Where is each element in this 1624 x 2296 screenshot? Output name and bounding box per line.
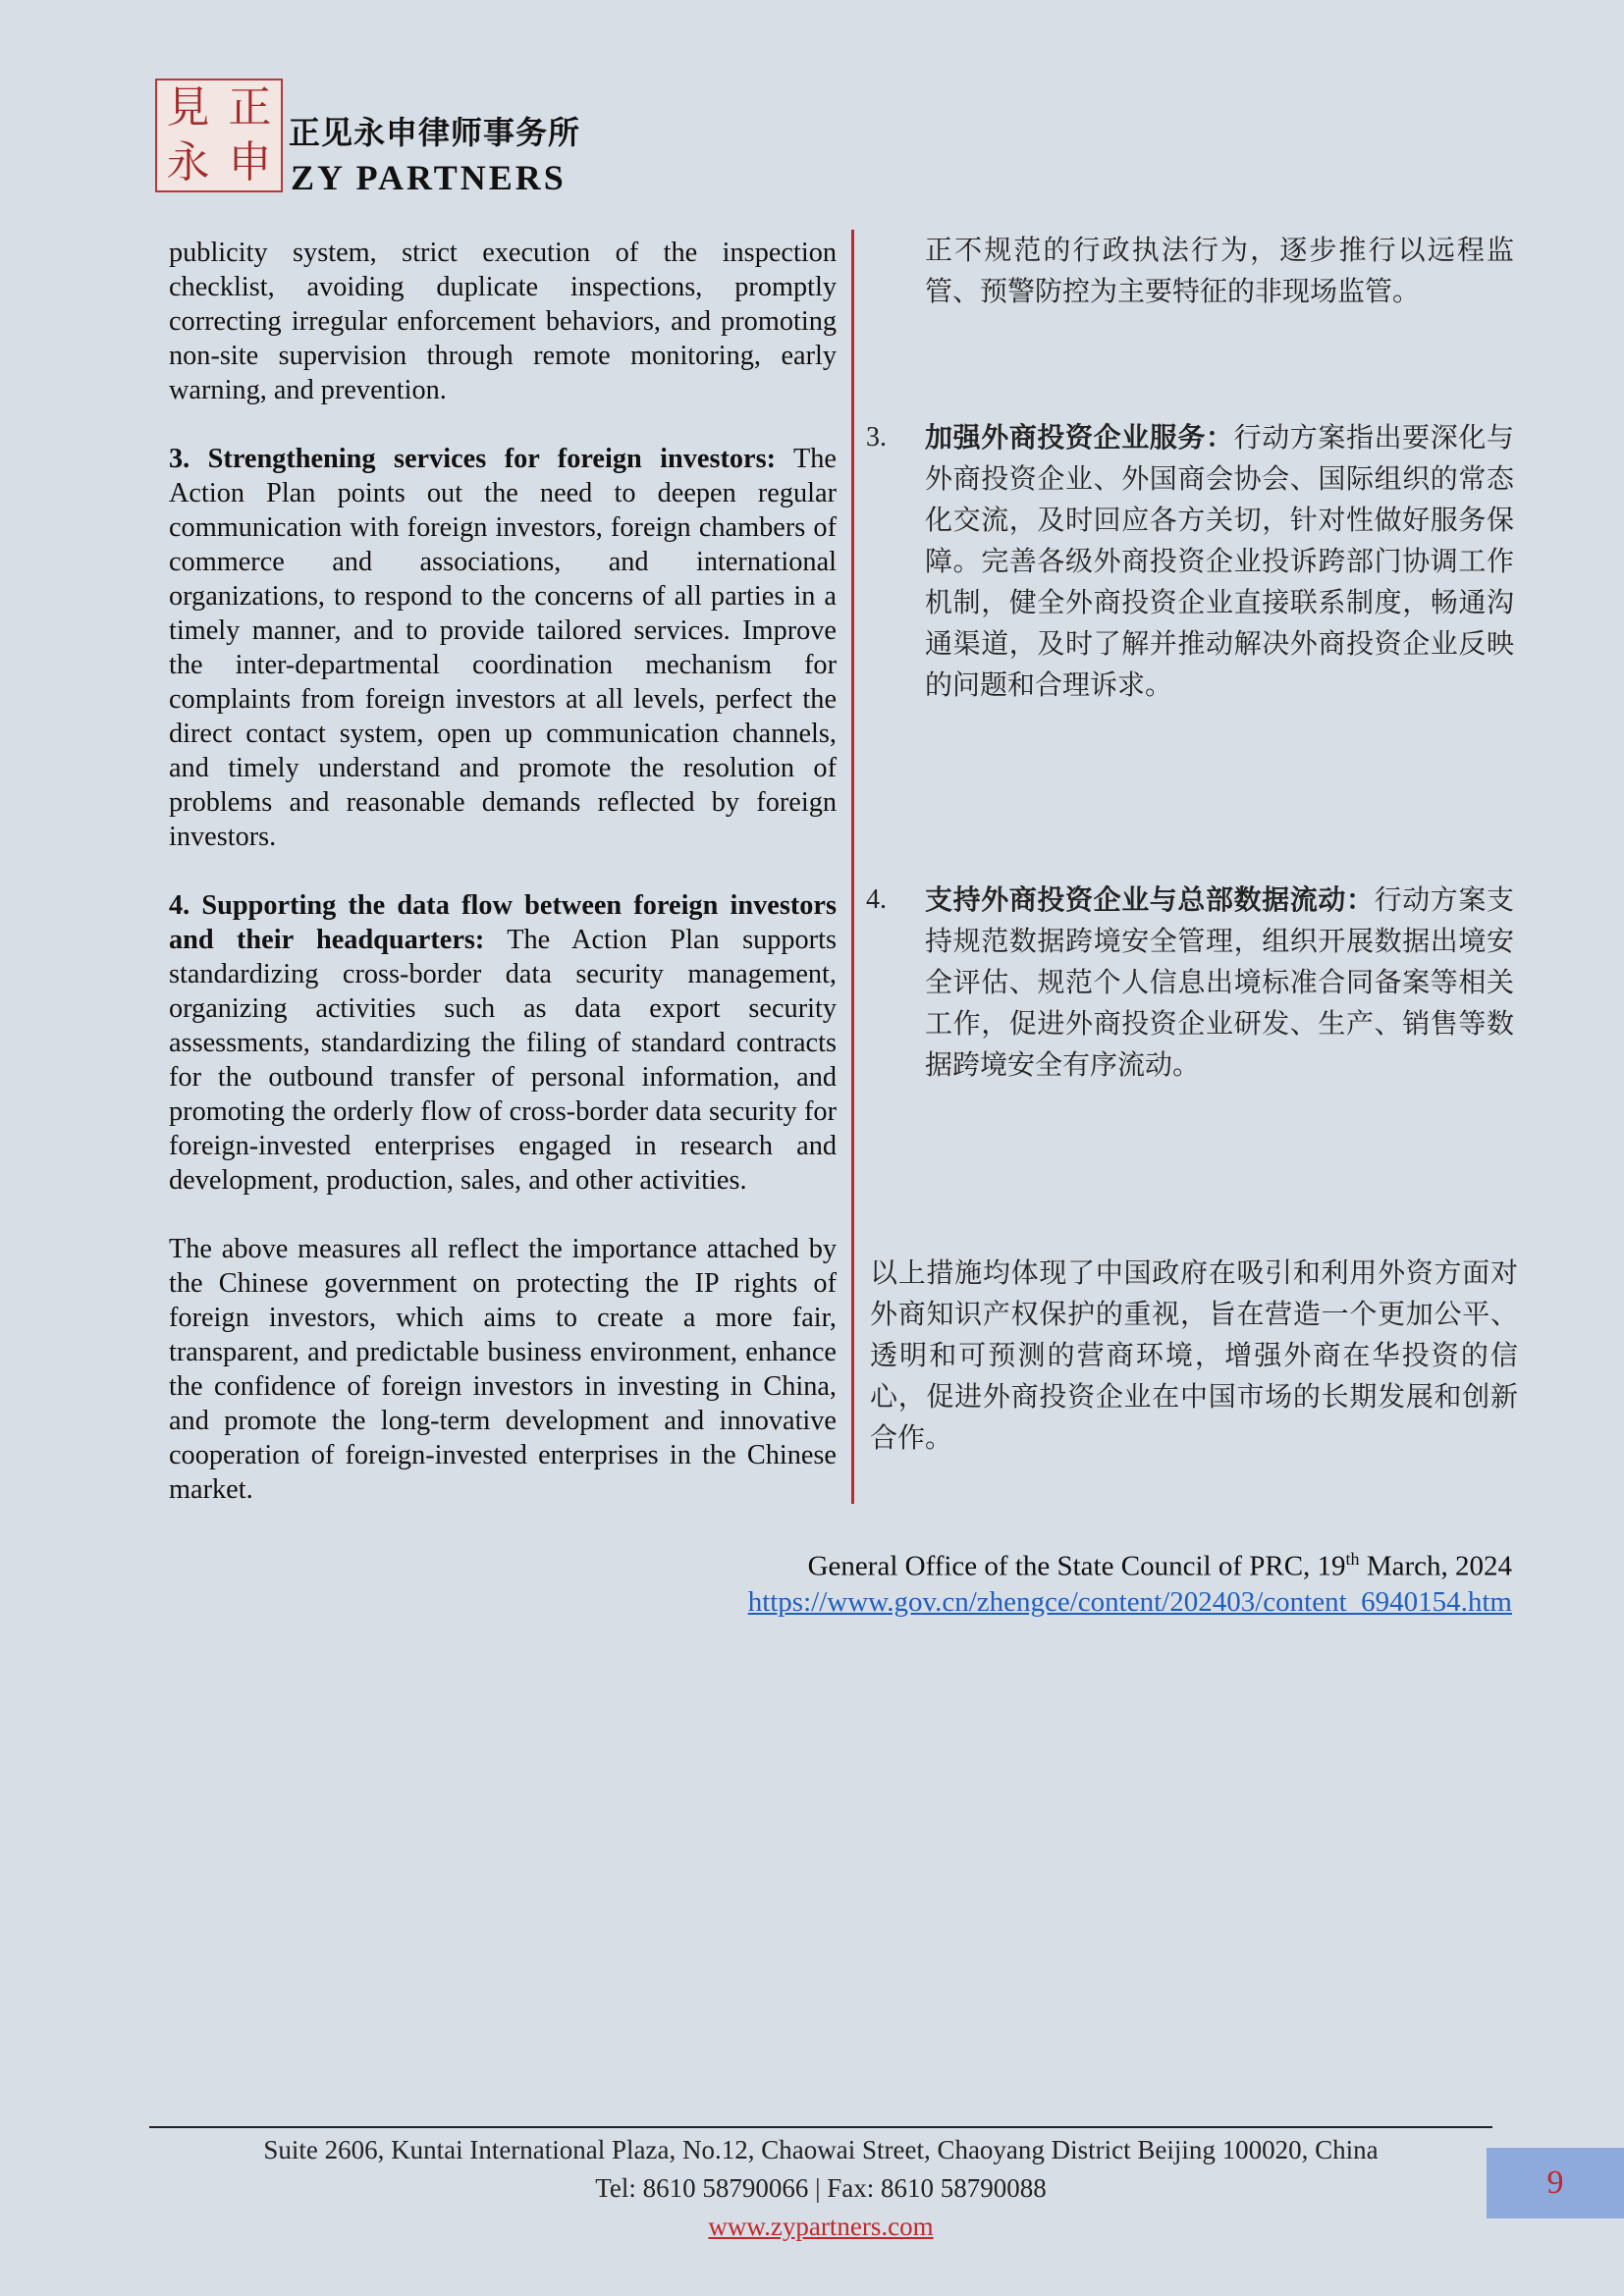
seal-char: 正: [228, 82, 272, 133]
column-divider: [851, 230, 854, 1504]
english-paragraph-continued: publicity system, strict execution of the inspection checklist, avoiding duplicate inspections, promptly correcting irregular enforcement behaviors, and promoting non-site supervision through remote monitoring, early warning, and prevention.: [169, 238, 837, 405]
chinese-section-3: [866, 417, 1514, 706]
firm-name-chinese: 正见永申律师事务所: [289, 114, 581, 151]
chinese-conclusion: 以上措施均体现了中国政府在吸引和利用外资方面对外商知识产权保护的重视，旨在营造一个更加公平、透明和可预测的营商环境，增强外商在华投资的信心，促进外商投资企业在中国市场的长期发展和创新合作。: [870, 1256, 1518, 1454]
footer-rule: [149, 2126, 1492, 2128]
english-column: [169, 236, 837, 1541]
footer-address: Suite 2606, Kuntai International Plaza, No.12, Chaowai Street, Chaoyang District Beijing 100020, China: [263, 2135, 1379, 2164]
source-citation: [748, 1541, 1512, 1620]
footer: [149, 2131, 1492, 2246]
chinese-paragraph-continued: 正不规范的行政执法行为，逐步推行以远程监管、预警防控为主要特征的非现场监管。: [925, 234, 1514, 307]
english-section-3: [169, 442, 837, 854]
chinese-section-4-title: 支持外商投资企业与总部数据流动：: [925, 883, 1375, 916]
firm-name-english: ZY PARTNERS: [291, 158, 567, 197]
source-link[interactable]: https://www.gov.cn/zhengce/content/202403/content_6940154.htm: [747, 1585, 1512, 1618]
section-3-title: 3. Strengthening services for foreign investors:: [169, 444, 777, 474]
section-4-body: The Action Plan supports standardizing cross-border data security management, organizing activities such as data export security assessments, standardizing the filing of standard contracts for the outbound transfer of personal information, and promoting the orderly flow of cross-border data security for foreign-invested enterprises engaged in research and development, production, sales, and other activities.: [169, 925, 837, 1196]
english-section-4: [169, 888, 837, 1198]
chinese-section-4: [866, 880, 1514, 1086]
chinese-section-4-body: 行动方案支持规范数据跨境安全管理，组织开展数据出境安全评估、规范个人信息出境标准合同备案等相关工作，促进外商投资企业研发、生产、销售等数据跨境安全有序流动。: [925, 883, 1514, 1081]
chinese-section-3-body: 行动方案指出要深化与外商投资企业、外国商会协会、国际组织的常态化交流，及时回应各方关切，针对性做好服务保障。完善各级外商投资企业投诉跨部门协调工作机制，健全外商投资企业直接联系制度，畅通沟通渠道，及时了解并推动解决外商投资企业反映的问题和合理诉求。: [925, 421, 1514, 701]
section-3-body: The Action Plan points out the need to deepen regular communication with foreign investors, foreign chambers of commerce and associations, and international organizations, to respond to the concerns of all parties in a timely manner, and to provide tailored services. Improve the inter-departmental coordination mechanism for complaints from foreign investors at all levels, perfect the direct contact system, open up communication channels, and timely understand and promote the resolution of problems and reasonable demands reflected by foreign investors.: [169, 444, 837, 852]
section-4-number: 4.: [866, 884, 887, 915]
footer-website-link[interactable]: www.zypartners.com: [708, 2212, 934, 2241]
english-conclusion: The above measures all reflect the importance attached by the Chinese government on protecting the IP rights of foreign investors, which aims to create a more fair, transparent, and predictable business environment, enhance the confidence of foreign investors in investing in China, and promote the long-term development and innovative cooperation of foreign-invested enterprises in the Chinese market.: [169, 1234, 837, 1505]
seal-char: 申: [228, 137, 272, 187]
footer-contact: Tel: 8610 58790066 | Fax: 8610 58790088: [595, 2173, 1047, 2203]
chinese-section-3-title: 加强外商投资企业服务：: [925, 421, 1234, 454]
seal-char: 見: [166, 82, 210, 133]
firm-seal-logo: [155, 79, 283, 192]
source-attribution: General Office of the State Council of PRC, 19th March, 2024: [807, 1549, 1512, 1582]
page-number: 9: [1487, 2148, 1624, 2218]
section-3-number: 3.: [866, 422, 887, 453]
section-4-title: 4. Supporting the data flow between foreign investors and their headquarters:: [169, 890, 837, 955]
seal-char: 永: [166, 137, 210, 187]
